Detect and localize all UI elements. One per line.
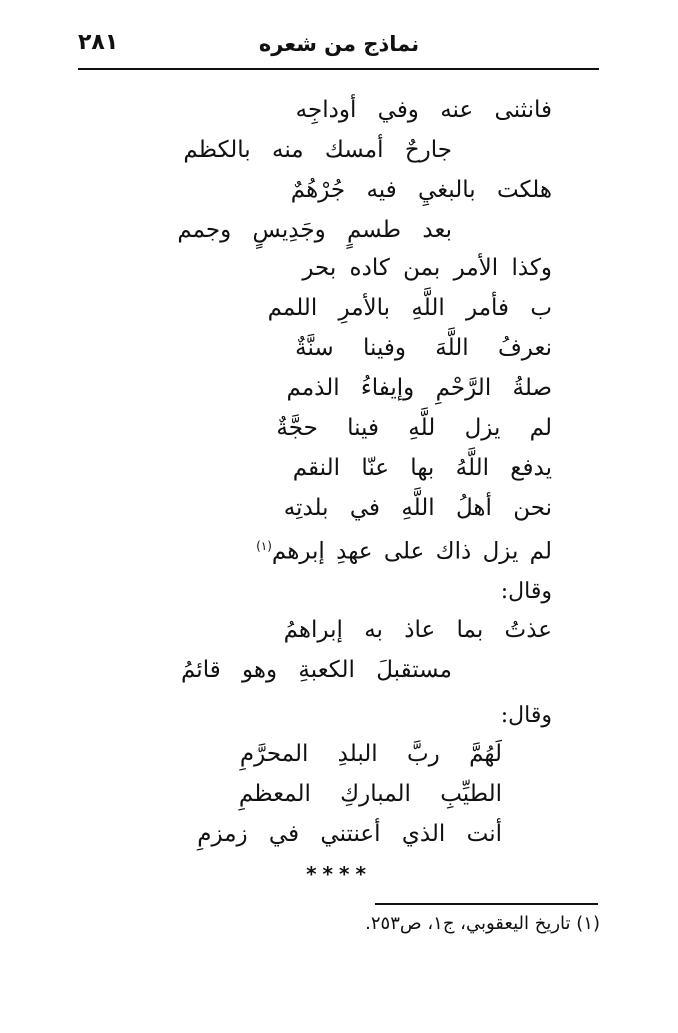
poem-line-text: لم يزل ذاك على عهدِ إبرهم — [271, 538, 552, 565]
said-label: وقال: — [500, 703, 552, 728]
poem-line: هلكت بالبغيِ فيه جُرْهُمٌ — [290, 177, 552, 203]
poem-line: يدفع اللَّهُ بها عنّا النقم — [292, 455, 552, 481]
poem-line: ب فأمر اللَّهِ بالأمرِ اللمم — [267, 295, 552, 321]
poem-line-with-footnote — [256, 526, 552, 566]
page-number: ٢٨١ — [78, 30, 119, 55]
running-title: نماذج من شعره — [258, 32, 420, 56]
poem-line: فانثنى عنه وفي أوداجِه — [295, 97, 552, 123]
poem-line: مستقبلَ الكعبةِ وهو قائمُ — [180, 657, 452, 683]
poem-line: أنت الذي أعنتني في زمزمِ — [197, 821, 502, 847]
footnote-reference: (١) — [256, 539, 272, 553]
poem-line: صلةُ الرَّحْمِ وإيفاءُ الذمم — [286, 375, 552, 401]
header-rule — [78, 68, 599, 70]
poem-line: عذتُ بما عاذ به إبراهمُ — [283, 617, 552, 643]
poem-line: الطيِّبِ المباركِ المعظمِ — [238, 781, 502, 807]
footnote: (١) تاريخ اليعقوبي، ج١، ص٢٥٣. — [365, 913, 600, 934]
page-header — [78, 30, 600, 62]
poem-line: نعرفُ اللَّهَ وفينا سنَّةٌ — [295, 335, 552, 361]
poem-line: جارحٌ أمسك منه بالكظم — [183, 137, 452, 163]
poem-line: بعد طسمٍ وجَدِيسٍ وجمم — [177, 217, 452, 243]
poem-line: لَهُمَّ ربَّ البلدِ المحرَّمِ — [239, 741, 502, 767]
footnote-rule — [375, 903, 598, 905]
said-label: وقال: — [500, 579, 552, 604]
poem-line: لم يزل للَّهِ فينا حجَّةٌ — [276, 415, 552, 441]
poem-line: وكذا الأمر بمن كاده بحر — [302, 255, 552, 281]
section-separator: **** — [306, 862, 372, 886]
poem-line: نحن أهلُ اللَّهِ في بلدتِه — [283, 495, 552, 521]
